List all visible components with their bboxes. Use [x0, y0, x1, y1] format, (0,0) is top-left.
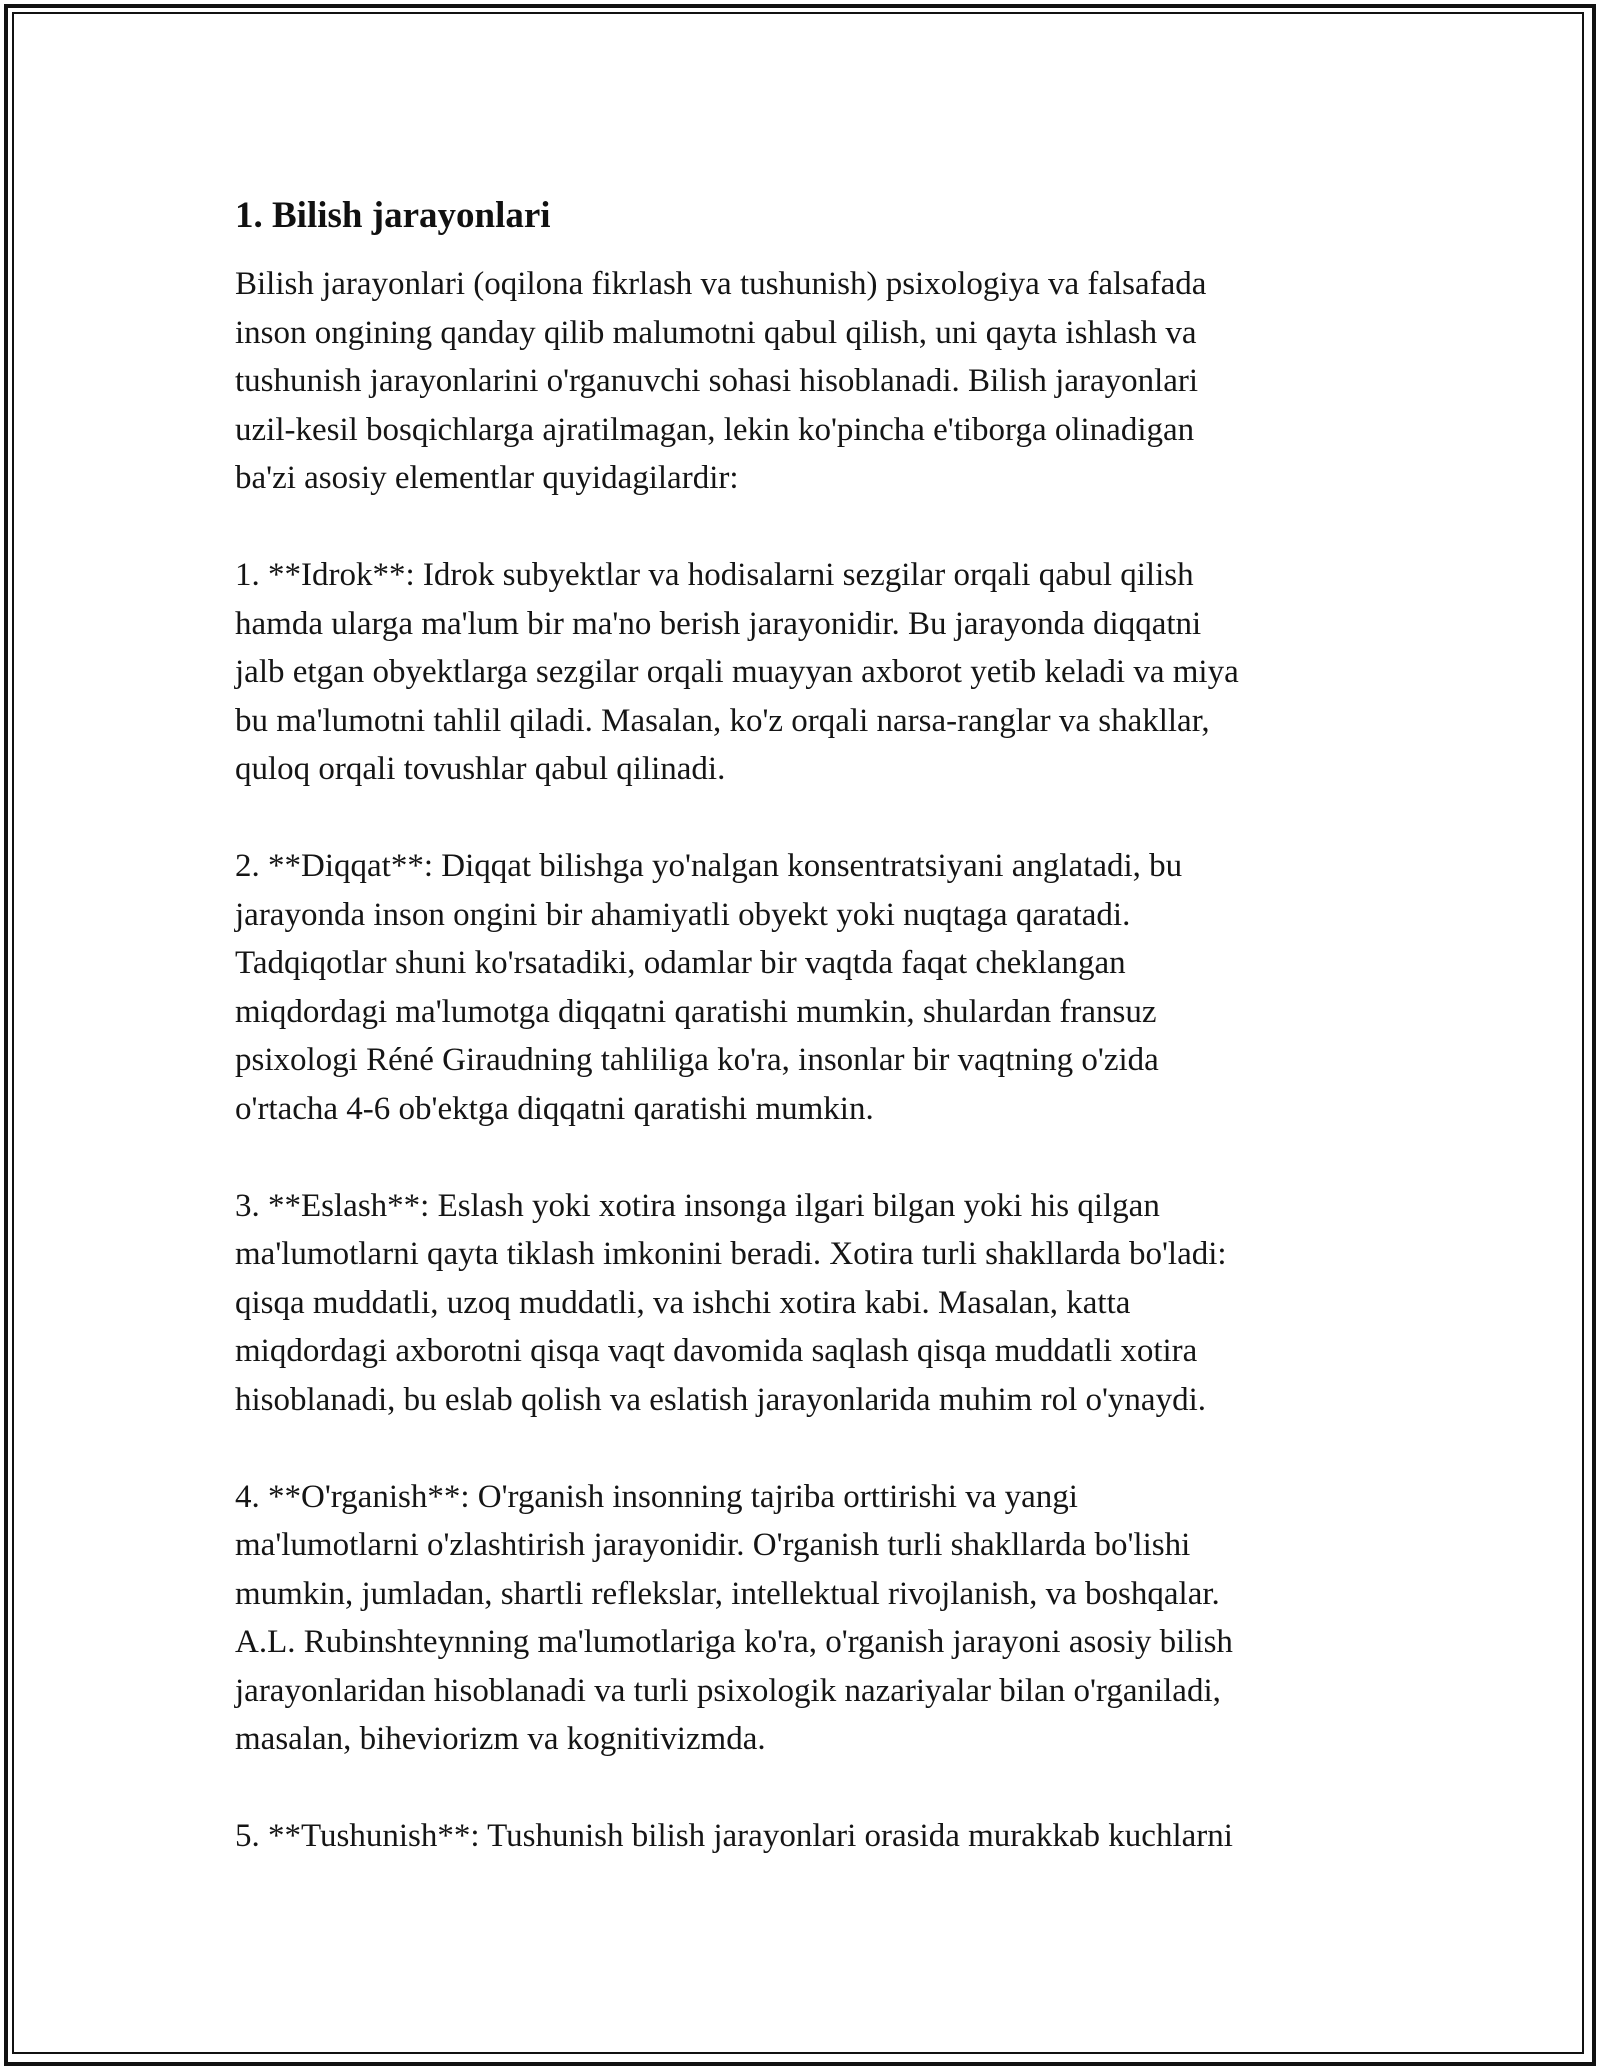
text-line: A.L. Rubinshteynning ma'lumotlariga ko'ra, o'rganish jarayoni asosiy bilish: [235, 1624, 1233, 1660]
section-title: 1. Bilish jarayonlari: [235, 195, 551, 236]
text-line: ma'lumotlarni qayta tiklash imkonini beradi. Xotira turli shakllarda bo'ladi:: [235, 1236, 1227, 1272]
text-line: ma'lumotlarni o'zlashtirish jarayonidir. O'rganish turli shakllarda bo'lishi: [235, 1527, 1191, 1563]
text-line: qisqa muddatli, uzoq muddatli, va ishchi xotira kabi. Masalan, katta: [235, 1284, 1131, 1321]
list-item-eslash: [235, 1182, 1355, 1425]
text-line: Tadqiqotlar shuni ko'rsatadiki, odamlar bir vaqtda faqat cheklangan: [235, 945, 1126, 981]
text-line: ba'zi asosiy elementlar quyidagilardir:: [235, 460, 739, 496]
text-line: quloq orqali tovushlar qabul qilinadi.: [235, 751, 726, 787]
text-line: miqdordagi ma'lumotga diqqatni qaratishi mumkin, shulardan fransuz: [235, 993, 1157, 1030]
list-item-organish: [235, 1473, 1355, 1764]
text-line: bu ma'lumotni tahlil qiladi. Masalan, ko'z orqali narsa-ranglar va shakllar,: [235, 702, 1210, 739]
list-item-diqqat: [235, 842, 1355, 1133]
text-line: Bilish jarayonlari (oqilona fikrlash va tushunish) psixologiya va falsafada: [235, 266, 1207, 302]
list-item-tushunish: [235, 1812, 1355, 1861]
text-line: masalan, biheviorizm va kognitivizmda.: [235, 1721, 766, 1757]
text-line: 3. **Eslash**: Eslash yoki xotira insonga ilgari bilgan yoki his qilgan: [235, 1187, 1160, 1224]
text-line: jarayonlaridan hisoblanadi va turli psixologik nazariyalar bilan o'rganiladi,: [235, 1672, 1221, 1709]
text-line: uzil-kesil bosqichlarga ajratilmagan, lekin ko'pincha e'tiborga olinadigan: [235, 411, 1195, 448]
document-body: [235, 188, 1355, 1861]
text-line: tushunish jarayonlarini o'rganuvchi sohasi hisoblanadi. Bilish jarayonlari: [235, 363, 1199, 399]
text-line: jarayonda inson ongini bir ahamiyatli obyekt yoki nuqtaga qaratadi.: [235, 896, 1131, 933]
text-line: 5. **Tushunish**: Tushunish bilish jarayonlari orasida murakkab kuchlarni: [235, 1818, 1233, 1854]
text-line: hamda ularga ma'lum bir ma'no berish jarayonidir. Bu jarayonda diqqatni: [235, 605, 1202, 642]
text-line: hisoblanadi, bu eslab qolish va eslatish jarayonlarida muhim rol o'ynaydi.: [235, 1381, 1207, 1418]
intro-paragraph: [235, 260, 1355, 503]
text-line: o'rtacha 4-6 ob'ektga diqqatni qaratishi mumkin.: [235, 1090, 874, 1127]
text-line: 4. **O'rganish**: O'rganish insonning tajriba orttirishi va yangi: [235, 1478, 1078, 1515]
text-line: jalb etgan obyektlarga sezgilar orqali muayyan axborot yetib keladi va miya: [235, 654, 1239, 690]
text-line: miqdordagi axborotni qisqa vaqt davomida saqlash qisqa muddatli xotira: [235, 1333, 1198, 1369]
text-line: 1. **Idrok**: Idrok subyektlar va hodisalarni sezgilar orqali qabul qilish: [235, 557, 1194, 593]
text-line: mumkin, jumladan, shartli reflekslar, intellektual rivojlanish, va boshqalar.: [235, 1575, 1220, 1612]
text-line: 2. **Diqqat**: Diqqat bilishga yo'nalgan konsentratsiyani anglatadi, bu: [235, 848, 1183, 884]
list-item-idrok: [235, 551, 1355, 794]
text-line: inson ongining qanday qilib malumotni qabul qilish, uni qayta ishlash va: [235, 314, 1197, 351]
text-line: psixologi Réné Giraudning tahliliga ko'ra, insonlar bir vaqtning o'zida: [235, 1042, 1159, 1078]
